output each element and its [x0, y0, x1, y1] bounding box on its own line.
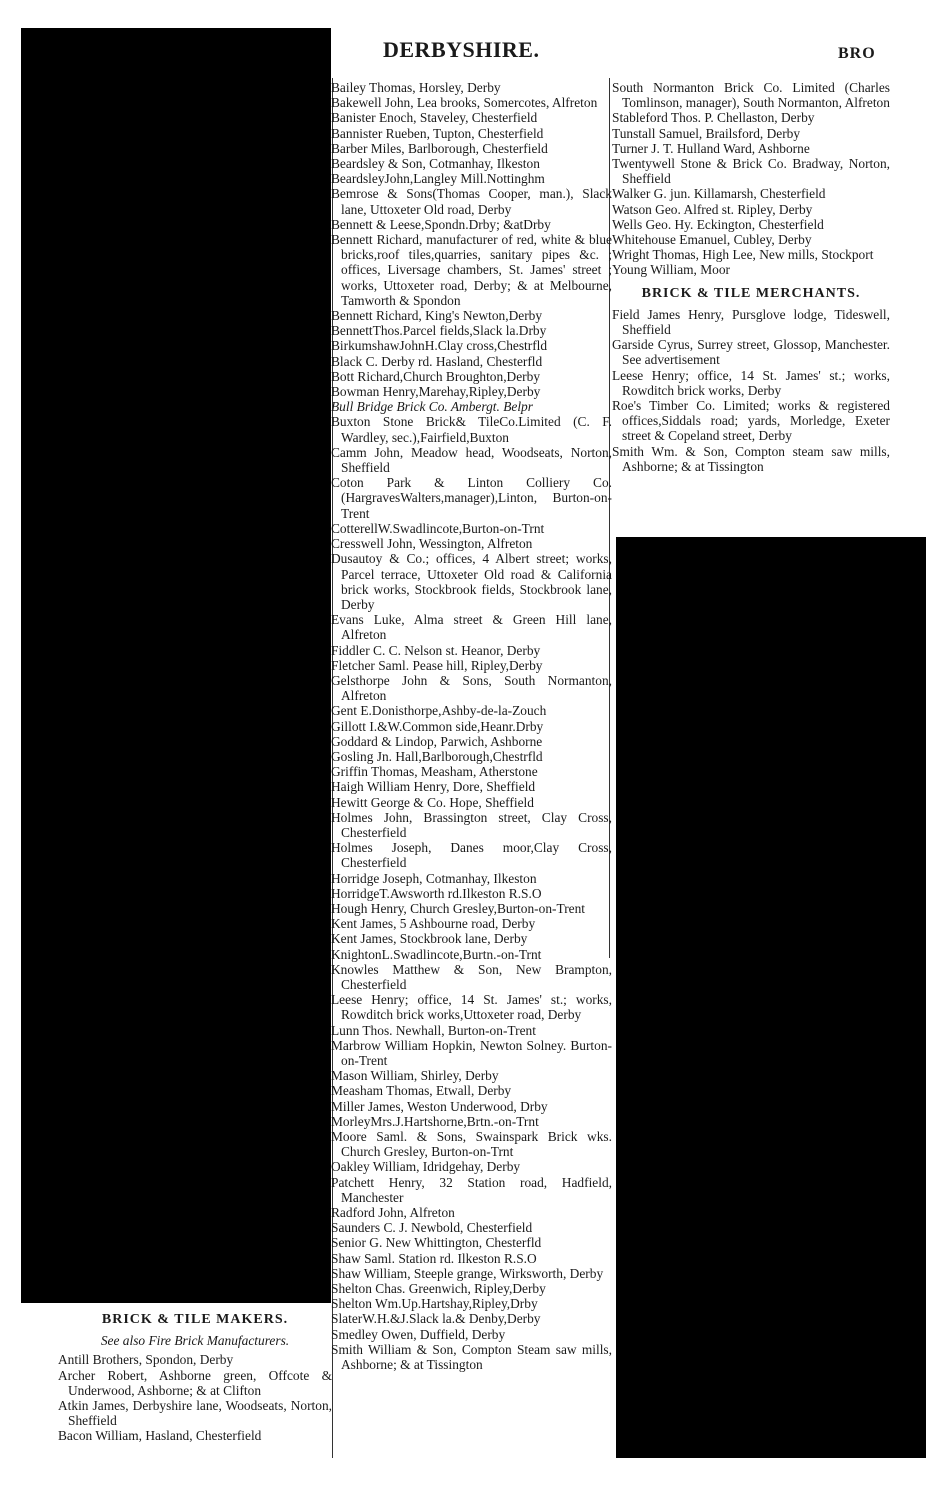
directory-entry: Archer Robert, Ashborne green, Offcote & Underwood, Ashborne; & at Clifton [58, 1367, 332, 1398]
directory-entry: Gosling Jn. Hall,Barlborough,Chestrfld [331, 748, 543, 764]
directory-entry: Gillott I.&W.Common side,Heanr.Drby [331, 718, 544, 734]
directory-entry: Patchett Henry, 32 Station road, Hadfield, Manchester [331, 1174, 612, 1205]
directory-entry: Bennett & Leese,Spondn.Drby; &atDrby [331, 216, 551, 232]
directory-entry: Haigh William Henry, Dore, Sheffield [331, 779, 536, 795]
directory-entry: Saunders C. J. Newbold, Chesterfield [331, 1220, 533, 1236]
directory-entry: Bannister Rueben, Tupton, Chesterfield [331, 125, 544, 141]
section-note: See also Fire Brick Manufacturers. [100, 1333, 290, 1349]
directory-entry: Holmes Joseph, Danes moor,Clay Cross, Chesterfield [331, 840, 612, 871]
left-column [58, 1312, 332, 1444]
middle-column [331, 80, 612, 1372]
directory-entry: Leese Henry; office, 14 St. James' st.; works, Rowditch brick works, Derby [612, 367, 890, 398]
directory-entry: Cresswell John, Wessington, Alfreton [331, 536, 533, 552]
right-column [612, 80, 890, 474]
directory-entry: KnightonL.Swadlincote,Burtn.-on-Trnt [331, 946, 542, 962]
directory-entry: Evans Luke, Alma street & Green Hill lane, Alfreton [331, 612, 612, 643]
directory-entry: Oakley William, Idridgehay, Derby [331, 1159, 521, 1175]
directory-entry: Bott Richard,Church Broughton,Derby [331, 368, 541, 384]
directory-entry: Bakewell John, Lea brooks, Somercotes, Alfreton [331, 95, 598, 111]
directory-entry: Kent James, 5 Ashbourne road, Derby [331, 916, 536, 932]
directory-entry: Stableford Thos. P. Chellaston, Derby [612, 110, 815, 126]
directory-entry: BennettThos.Parcel fields,Slack la.Drby [331, 323, 547, 339]
directory-entry: Camm John, Meadow head, Woodseats, Norton, Sheffield [331, 444, 612, 476]
directory-entry: Dusautoy & Co.; offices, 4 Albert street; works, Parcel terrace, Uttoxeter Old road & California brick works, Stockbrook fields, Stockbrook lane, Derby [331, 551, 612, 612]
directory-entry: Fiddler C. C. Nelson st. Heanor, Derby [331, 642, 541, 658]
directory-entry: Wells Geo. Hy. Eckington, Chesterfield [612, 216, 824, 232]
directory-entry: Measham Thomas, Etwall, Derby [331, 1083, 512, 1099]
directory-entry: Banister Enoch, Staveley, Chesterfield [331, 110, 538, 126]
directory-entry: Antill Brothers, Spondon, Derby [58, 1352, 234, 1368]
directory-entry: Shelton Wm.Up.Hartshay,Ripley,Drby [331, 1296, 538, 1312]
directory-entry: Bennett Richard, King's Newton,Derby [331, 308, 543, 324]
directory-entry: Smith William & Son, Compton Steam saw mills, Ashborne; & at Tissington [331, 1341, 612, 1373]
directory-entry: Senior G. New Whittington, Chesterfld [331, 1235, 542, 1251]
directory-entry: Roe's Timber Co. Limited; works & registered offices,Siddals road; yards, Morledge, Exeter street & Copeland street, Derby [612, 398, 890, 444]
directory-entry: Radford John, Alfreton [331, 1205, 455, 1221]
directory-entry: Bull Bridge Brick Co. Ambergt. Belpr [331, 399, 533, 415]
directory-entry: Kent James, Stockbrook lane, Derby [331, 931, 528, 947]
directory-entry: Young William, Moor [612, 262, 731, 278]
directory-entry: Bailey Thomas, Horsley, Derby [331, 80, 501, 95]
directory-entry: Coton Park & Linton Colliery Co. (HargravesWalters,manager),Linton, Burton-on-Trent [331, 475, 612, 521]
directory-entry: Turner J. T. Hulland Ward, Ashborne [612, 140, 810, 156]
redaction-block [21, 28, 331, 1303]
redaction-block [616, 537, 926, 1458]
directory-entry: Goddard & Lindop, Parwich, Ashborne [331, 733, 543, 749]
directory-entry: Beardsley & Son, Cotmanhay, Ilkeston [331, 156, 540, 172]
directory-entry: Bennett Richard, manufacturer of red, white & blue bricks,roof tiles,quarries, sanitary pipes &c. ; offices, Liversage chambers, St. James' street ; works, Uttoxeter road, Derby; & at Melbourne, Tamworth & Spondon [331, 232, 612, 308]
page-title: DERBYSHIRE. [383, 37, 540, 62]
directory-entry: Griffin Thomas, Measham, Atherstone [331, 764, 538, 780]
directory-entry: Watson Geo. Alfred st. Ripley, Derby [612, 201, 813, 217]
directory-entry: Smith Wm. & Son, Compton steam saw mills, Ashborne; & at Tissington [612, 443, 890, 474]
directory-entry: Bemrose & Sons(Thomas Cooper, man.), Slack lane, Uttoxeter Old road, Derby [331, 186, 612, 217]
section-heading-merchants: BRICK & TILE MERCHANTS. [641, 285, 861, 301]
section-heading-makers: BRICK & TILE MAKERS. [101, 1312, 289, 1327]
directory-entry: Gelsthorpe John & Sons, South Normanton, Alfreton [331, 672, 612, 704]
directory-entry: HorridgeT.Awsworth rd.Ilkeston R.S.O [331, 885, 542, 901]
directory-entry: BirkumshawJohnH.Clay cross,Chestrfld [331, 338, 548, 354]
directory-entry: Leese Henry; office, 14 St. James' st.; works, Rowditch brick works,Uttoxeter road, Derby [331, 992, 612, 1023]
directory-entry: Knowles Matthew & Son, New Brampton, Chesterfield [331, 961, 612, 992]
directory-entry: Garside Cyrus, Surrey street, Glossop, Manchester. See advertisement [612, 337, 890, 368]
directory-entry: Atkin James, Derbyshire lane, Woodseats, Norton, Sheffield [58, 1398, 332, 1429]
directory-entry: BeardsleyJohn,Langley Mill.Nottinghm [331, 171, 545, 187]
directory-entry: Hough Henry, Church Gresley,Burton-on-Trent [331, 900, 586, 916]
directory-entry: Field James Henry, Pursglove lodge, Tideswell, Sheffield [612, 306, 890, 338]
directory-entry: Walker G. jun. Killamarsh, Chesterfield [612, 186, 826, 202]
directory-entry: Fletcher Saml. Pease hill, Ripley,Derby [331, 657, 543, 673]
directory-entry: Bowman Henry,Marehay,Ripley,Derby [331, 384, 541, 400]
directory-entry: CotterellW.Swadlincote,Burton-on-Trnt [331, 520, 545, 536]
directory-entry: Smedley Owen, Duffield, Derby [331, 1326, 506, 1342]
directory-entry: SlaterW.H.&J.Slack la.& Denby,Derby [331, 1311, 541, 1327]
directory-entry: Shelton Chas. Greenwich, Ripley,Derby [331, 1281, 546, 1297]
directory-entry: Lunn Thos. Newhall, Burton-on-Trent [331, 1022, 536, 1038]
directory-entry: Marbrow William Hopkin, Newton Solney. Burton-on-Trent [331, 1037, 612, 1068]
directory-entry: South Normanton Brick Co. Limited (Charles Tomlinson, manager), South Normanton, Alfreton [612, 80, 890, 111]
directory-entry: Wright Thomas, High Lee, New mills, Stockport [612, 247, 874, 263]
directory-entry: Moore Saml. & Sons, Swainspark Brick wks. Church Gresley, Burton-on-Trnt [331, 1129, 612, 1160]
directory-entry: Tunstall Samuel, Brailsford, Derby [612, 125, 801, 141]
directory-entry: Miller James, Weston Underwood, Drby [331, 1098, 548, 1114]
directory-entry: Gent E.Donisthorpe,Ashby-de-la-Zouch [331, 703, 547, 719]
directory-entry: MorleyMrs.J.Hartshorne,Brtn.-on-Trnt [331, 1113, 539, 1129]
makers-list-left [58, 1352, 332, 1443]
directory-entry: Buxton Stone Brick& TileCo.Limited (C. F. Wardley, sec.),Fairfield,Buxton [331, 414, 612, 445]
page-section-abbr: BRO [838, 45, 876, 62]
directory-entry: Bacon William, Hasland, Chesterfield [58, 1428, 262, 1444]
merchants-list [612, 307, 890, 474]
directory-entry: Twentywell Stone & Brick Co. Bradway, Norton, Sheffield [612, 156, 890, 187]
directory-entry: Shaw Saml. Station rd. Ilkeston R.S.O [331, 1250, 537, 1266]
directory-entry: Whitehouse Emanuel, Cubley, Derby [612, 232, 812, 248]
directory-entry: Horridge Joseph, Cotmanhay, Ilkeston [331, 870, 537, 886]
directory-entry: Mason William, Shirley, Derby [331, 1068, 499, 1084]
directory-entry: Holmes John, Brassington street, Clay Cross, Chesterfield [331, 809, 612, 840]
directory-entry: Black C. Derby rd. Hasland, Chesterfld [331, 353, 543, 369]
directory-entry: Barber Miles, Barlborough, Chesterfield [331, 140, 548, 156]
directory-entry: Hewitt George & Co. Hope, Sheffield [331, 794, 534, 810]
directory-entry: Shaw William, Steeple grange, Wirksworth, Derby [331, 1265, 604, 1281]
